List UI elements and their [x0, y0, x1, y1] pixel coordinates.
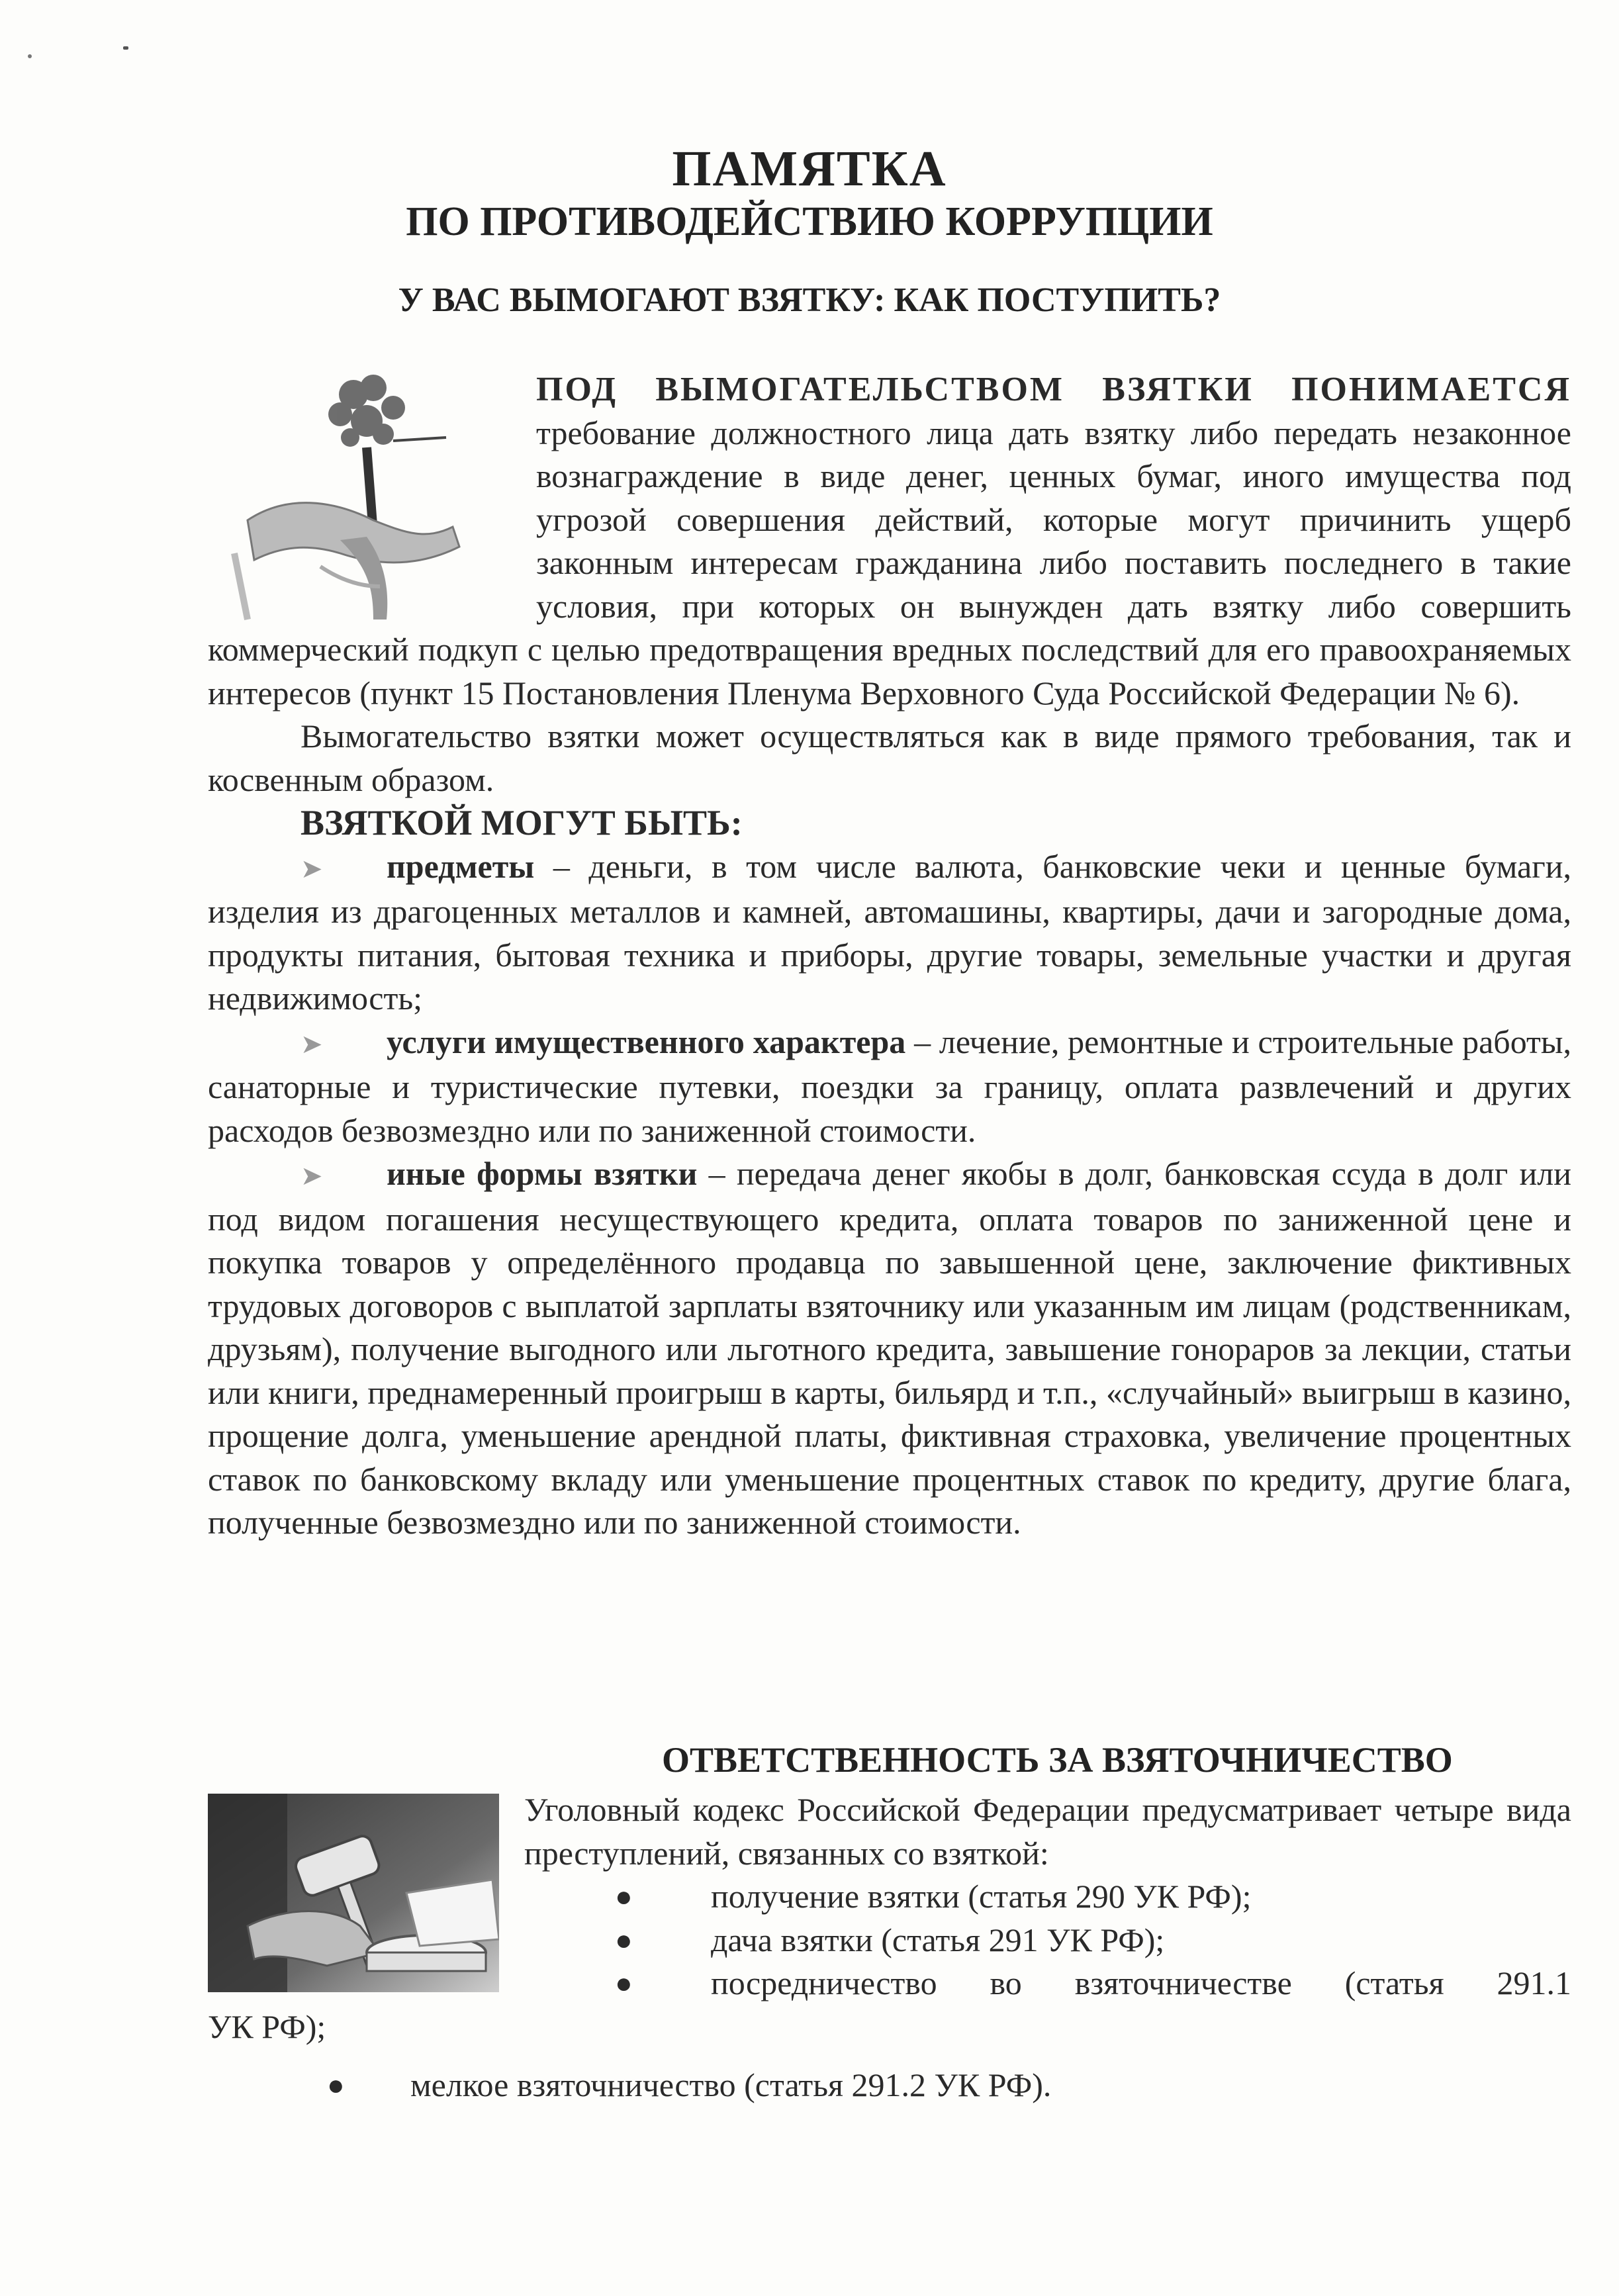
section-question: У ВАС ВЫМОГАЮТ ВЗЯТКУ: КАК ПОСТУПИТЬ?: [398, 281, 1221, 319]
bribe-hand-illustration: [208, 368, 519, 626]
responsibility-heading: ОТВЕТСТВЕННОСТЬ ЗА ВЗЯТОЧНИЧЕСТВО: [662, 1740, 1453, 1780]
item-term: услуги имущественного характера: [387, 1023, 906, 1060]
document-title: ПАМЯТКА: [672, 141, 947, 197]
list-item: ● посредничество во взяточничестве (статья 291.1: [208, 1962, 1571, 2005]
item-text: – деньги, в том числе валюта, банковские чеки и ценные бумаги, изделия из драгоценных металлов и камней, автомашины, квартиры, дачи и загородные дома, продукты питания, бытовая техника и приборы, другие товары, земельные участки и другая недвижимость;: [208, 847, 1571, 1017]
item-term: иные формы взятки: [387, 1155, 698, 1192]
document-subtitle: ПО ПРОТИВОДЕЙСТВИЮ КОРРУПЦИИ: [406, 199, 1213, 244]
arrow-bullet-icon: ➤: [301, 1161, 323, 1191]
bullet-dot-icon: ●: [615, 1923, 633, 1956]
list-item: ● получение взятки (статья 290 УК РФ);: [208, 1875, 1571, 1919]
extortion-note: Вымогательство взятки может осуществляться как в виде прямого требования, так и косвенным образом.: [208, 717, 1571, 798]
responsibility-intro: Уголовный кодекс Российской Федерации предусматривает четыре вида преступлений, связанных со взяткой:: [524, 1791, 1571, 1872]
crime-list: [208, 1875, 1571, 2005]
crime-continuation: УК РФ);: [208, 2007, 326, 2045]
responsibility-section: [208, 1788, 1571, 2048]
bullet-dot-icon: ●: [615, 1967, 633, 1999]
arrow-bullet-icon: ➤: [301, 853, 323, 884]
list-item: [208, 845, 1571, 1021]
bullet-dot-icon: ●: [327, 2069, 345, 2101]
list-item: ● дача взятки (статья 291 УК РФ);: [208, 1919, 1571, 1962]
item-term: предметы: [387, 847, 535, 885]
bribe-forms-heading: ВЗЯТКОЙ МОГУТ БЫТЬ:: [301, 803, 743, 843]
scan-speck: [123, 46, 128, 50]
arrow-bullet-icon: ➤: [301, 1029, 323, 1059]
item-text: – передача денег якобы в долг, банковская ссуда в долг или под видом погашения несуществующего кредита, оплата товаров по заниженной цене и покупка товаров у определённого продавца по завышенной цене, заключение фиктивных трудовых договоров с выплатой зарплаты взяточнику или указанным им лицам (родственникам, друзьям), получение выгодного или льготного кредита, завышение гонораров за лекции, статьи или книги, преднамеренный проигрыш в карты, бильярд и т.п., «случайный» выигрыш в казино, прощение долга, уменьшение арендной платы, фиктивная страховка, увеличение процентных ставок по банковскому вкладу или уменьшение процентных ставок по кредиту, другие блага, полученные безвозмездно или по заниженной стоимости.: [208, 1155, 1571, 1541]
extortion-definition: требование должностного лица дать взятку либо передать незаконное вознаграждение в виде денег, ценных бумаг, иного имущества под угрозой совершения действий, которые могут причинить ущерб законным интересам гражданина либо поставить последнего в такие условия, при которых он вынужден дать взятку либо совершить коммерческий подкуп с целью предотвращения вредных последствий для его правоохраняемых интересов (пункт 15 Постановления Пленума Верховного Суда Российской Федерации № 6).: [208, 414, 1571, 712]
item-text: – лечение, ремонтные и строительные работы, санаторные и туристические путевки, поездки за границу, оплата развлечений и других расходов безвозмездно или по заниженной стоимости.: [208, 1023, 1571, 1149]
list-item: [208, 1021, 1571, 1153]
extortion-section: [208, 368, 1571, 1545]
bullet-dot-icon: ●: [615, 1880, 633, 1913]
hands-money-icon: [208, 368, 519, 626]
scan-speck: [28, 54, 32, 58]
extortion-lead: ПОД ВЫМОГАТЕЛЬСТВОМ ВЗЯТКИ ПОНИМАЕТСЯ: [536, 371, 1571, 408]
list-item: [208, 1152, 1571, 1545]
list-item: ● мелкое взяточничество (статья 291.2 УК РФ).: [208, 2064, 1571, 2107]
